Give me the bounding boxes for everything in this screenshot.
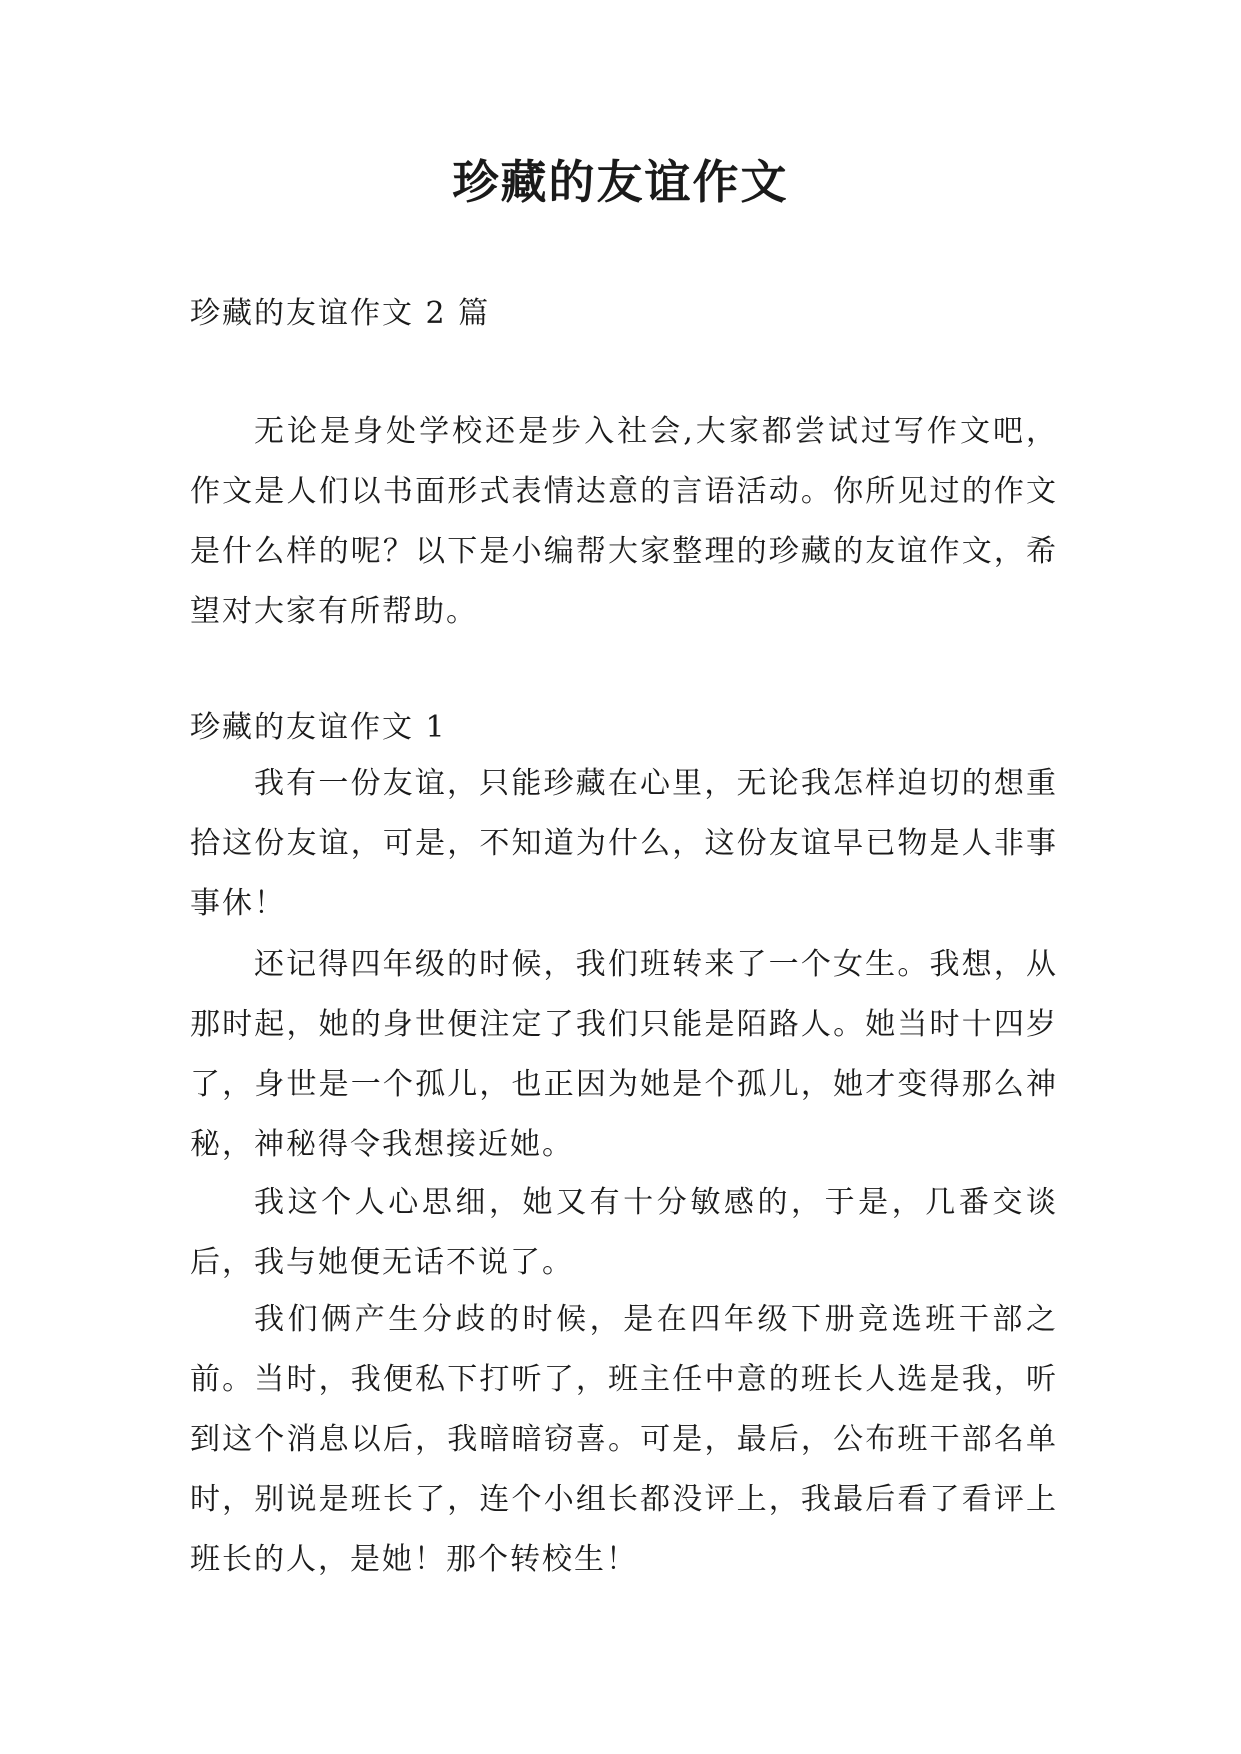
body-paragraph: 我们俩产生分歧的时候，是在四年级下册竞选班干部之前。当时，我便私下打听了，班主任中意的班长人选是我，听到这个消息以后，我暗暗窃喜。可是，最后，公布班干部名单时，别说是班长了，连个小组长都没评上，我最后看了看评上班长的人，是她！那个转校生！ <box>190 1302 1058 1577</box>
body-paragraph: 还记得四年级的时候，我们班转来了一个女生。我想，从那时起，她的身世便注定了我们只能是陌路人。她当时十四岁了，身世是一个孤儿，也正因为她是个孤儿，她才变得那么神秘，神秘得令我想接近她。 <box>190 947 1058 1162</box>
section-heading-1: 珍藏的友谊作文 1 <box>190 710 447 745</box>
body-paragraph: 我这个人心思细，她又有十分敏感的，于是，几番交谈后，我与她便无话不说了。 <box>190 1185 1058 1280</box>
document-title: 珍藏的友谊作文 <box>452 155 789 209</box>
body-paragraph: 我有一份友谊，只能珍藏在心里，无论我怎样迫切的想重拾这份友谊，可是，不知道为什么，这份友谊早已物是人非事事休！ <box>190 766 1058 921</box>
intro-paragraph: 无论是身处学校还是步入社会,大家都尝试过写作文吧，作文是人们以书面形式表情达意的言语活动。你所见过的作文是什么样的呢？以下是小编帮大家整理的珍藏的友谊作文，希望对大家有所帮助。 <box>190 414 1058 629</box>
document-subtitle: 珍藏的友谊作文 2 篇 <box>190 296 491 331</box>
